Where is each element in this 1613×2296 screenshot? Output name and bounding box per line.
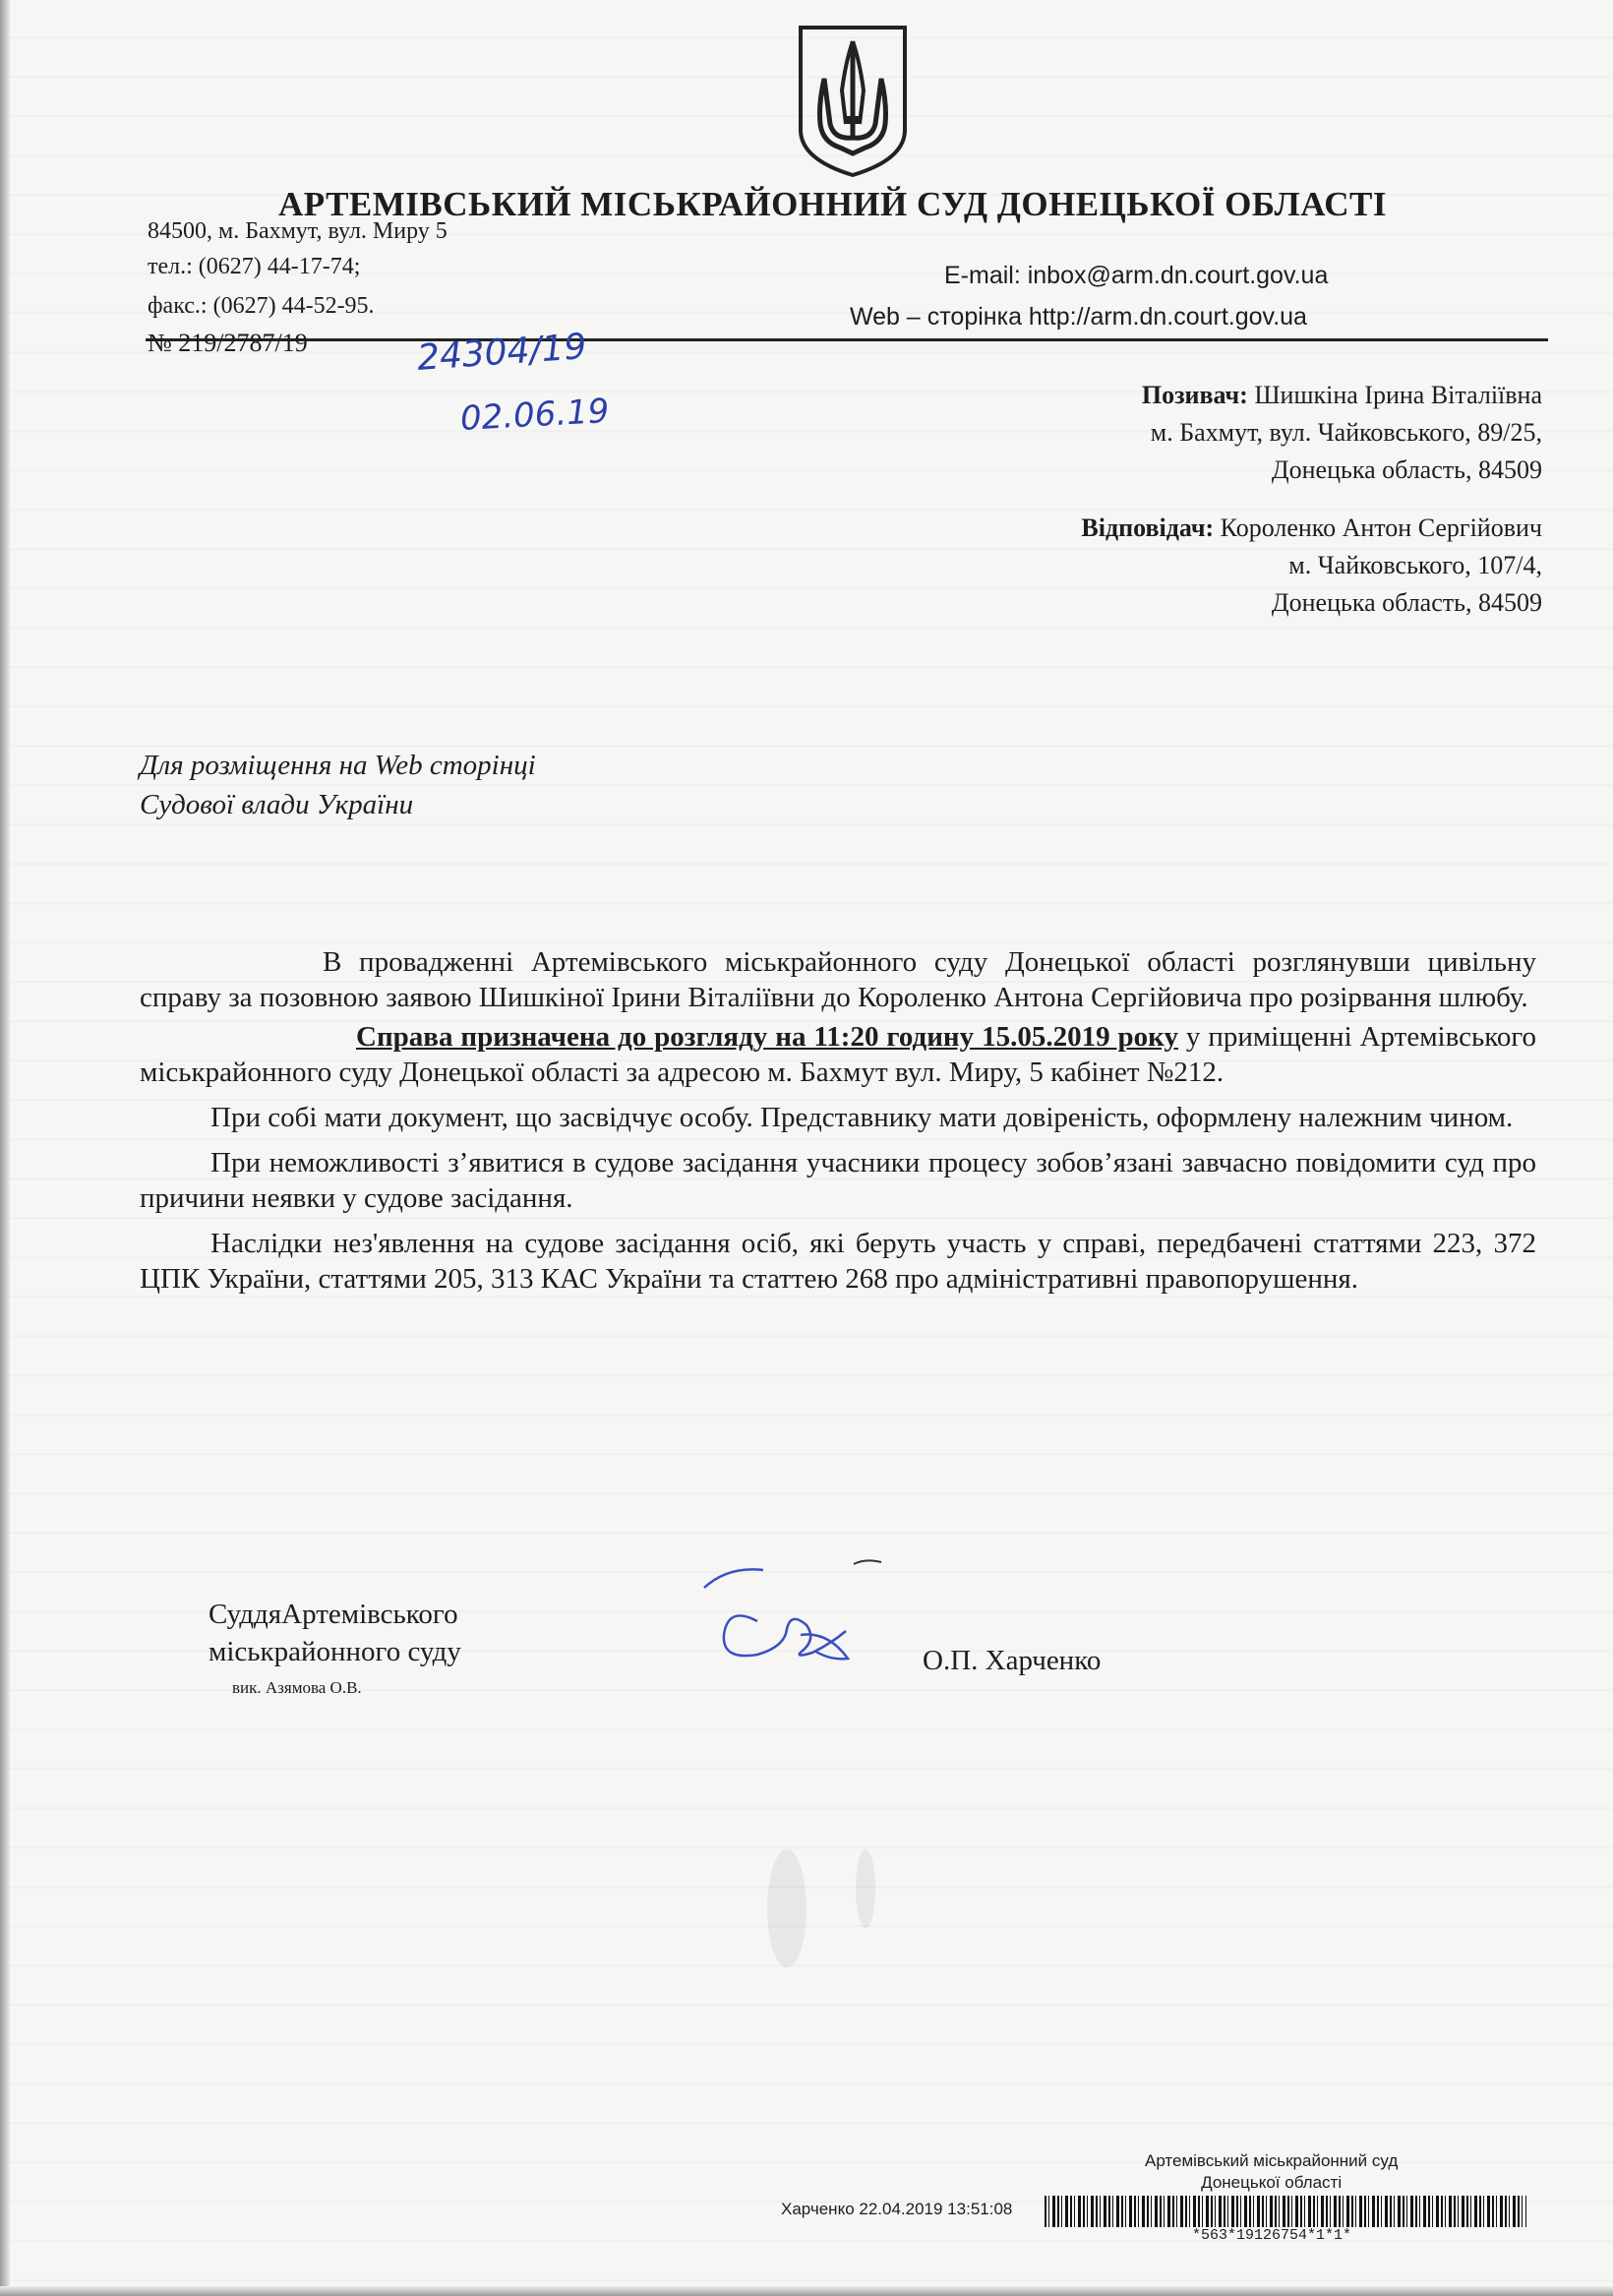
court-phone: тел.: (0627) 44-17-74;: [148, 254, 361, 279]
notice-body: [140, 944, 1536, 1297]
judge-title-line2: міськрайонного суду: [209, 1636, 461, 1667]
signature-image: [698, 1541, 944, 1678]
plaintiff-region-line: Донецька область, 84509: [1271, 455, 1542, 484]
plaintiff-name: Шишкіна Ірина Віталіївна: [1254, 381, 1542, 409]
body-paragraph-absence: При неможливості з’явитися в судове засідання учасники процесу зобов’язані завчасно повідомити суд про причини неявки у судове засідання.: [140, 1147, 1536, 1214]
defendant-block: [1081, 510, 1542, 622]
court-fax: факс.: (0627) 44-52-95.: [148, 293, 375, 319]
publication-note-line1: Для розміщення на Web сторінці: [140, 750, 536, 781]
scan-smudge: [767, 1849, 806, 1967]
scan-edge-bottom: [0, 2286, 1613, 2296]
registry-stamp-line2: Донецької області: [1201, 2173, 1343, 2192]
plaintiff-address-line: м. Бахмут, вул. Чайковського, 89/25,: [1150, 418, 1542, 447]
registry-stamp-line1: Артемівський міськрайонний суд: [1145, 2151, 1399, 2170]
body-paragraph-hearing: [140, 1019, 1536, 1090]
judge-name: О.П. Харченко: [923, 1645, 1102, 1676]
handwritten-date: 02.06.19: [459, 392, 611, 439]
body-paragraph-case: В провадженні Артемівського міськрайонного суду Донецької області розглянувши цивільну справу за позовною заявою Шишкіної Ірини Віталіївни до Короленко Антона Сергійовича про розірвання шлюбу.: [140, 946, 1536, 1013]
judge-title-line1: СуддяАртемівського: [209, 1599, 458, 1630]
barcode: [1045, 2196, 1526, 2227]
handwritten-registration: 24304/19: [415, 327, 588, 379]
registry-stamp-court: [1145, 2150, 1398, 2194]
judge-title: [209, 1596, 461, 1670]
court-address: 84500, м. Бахмут, вул. Миру 5: [148, 218, 448, 244]
defendant-label: Відповідач:: [1081, 514, 1215, 542]
body-paragraph-documents: При собі мати документ, що засвідчує особу. Представнику мати довіреність, оформлену належним чином.: [210, 1102, 1514, 1133]
defendant-address-line: м. Чайковського, 107/4,: [1288, 551, 1542, 579]
court-website: Web – сторінка http://arm.dn.court.gov.ua: [850, 303, 1307, 331]
barcode-number: *563*19126754*1*1*: [1192, 2227, 1352, 2244]
coat-of-arms-icon: [795, 22, 911, 179]
acting-judge: вик. Азямова О.В.: [232, 1678, 362, 1697]
scan-edge-left: [0, 0, 10, 2296]
defendant-region-line: Донецька область, 84509: [1271, 588, 1542, 617]
case-number: № 219/2787/19: [148, 329, 308, 357]
scan-smudge: [856, 1849, 875, 1928]
body-paragraph-consequences: Наслідки нез'явлення на судове засідання осіб, які беруть участь у справі, передбачені статтями 223, 372 ЦПК України, статтями 205, 313 КАС України та статтею 268 про адміністративні правопорушення.: [140, 1228, 1536, 1295]
hearing-location: у приміщенні Артемівського міськрайонного суду Донецької області за адресою м. Бахмут вул. Миру, 5 кабінет №212.: [140, 1021, 1537, 1088]
plaintiff-label: Позивач:: [1141, 381, 1248, 409]
publication-note: [140, 746, 536, 824]
registry-stamp-meta: Харченко 22.04.2019 13:51:08: [781, 2200, 1013, 2218]
court-email: E-mail: inbox@arm.dn.court.gov.ua: [944, 262, 1329, 289]
publication-note-line2: Судової влади України: [140, 789, 414, 820]
header-divider: [146, 338, 1548, 341]
defendant-name: Короленко Антон Сергійович: [1220, 514, 1542, 542]
plaintiff-block: [1142, 377, 1542, 489]
hearing-date-highlight: Справа призначена до розгляду на 11:20 годину 15.05.2019 року: [356, 1021, 1178, 1053]
court-name: АРТЕМІВСЬКИЙ МІСЬКРАЙОННИЙ СУД ДОНЕЦЬКОЇ ОБЛАСТІ: [278, 185, 1387, 223]
